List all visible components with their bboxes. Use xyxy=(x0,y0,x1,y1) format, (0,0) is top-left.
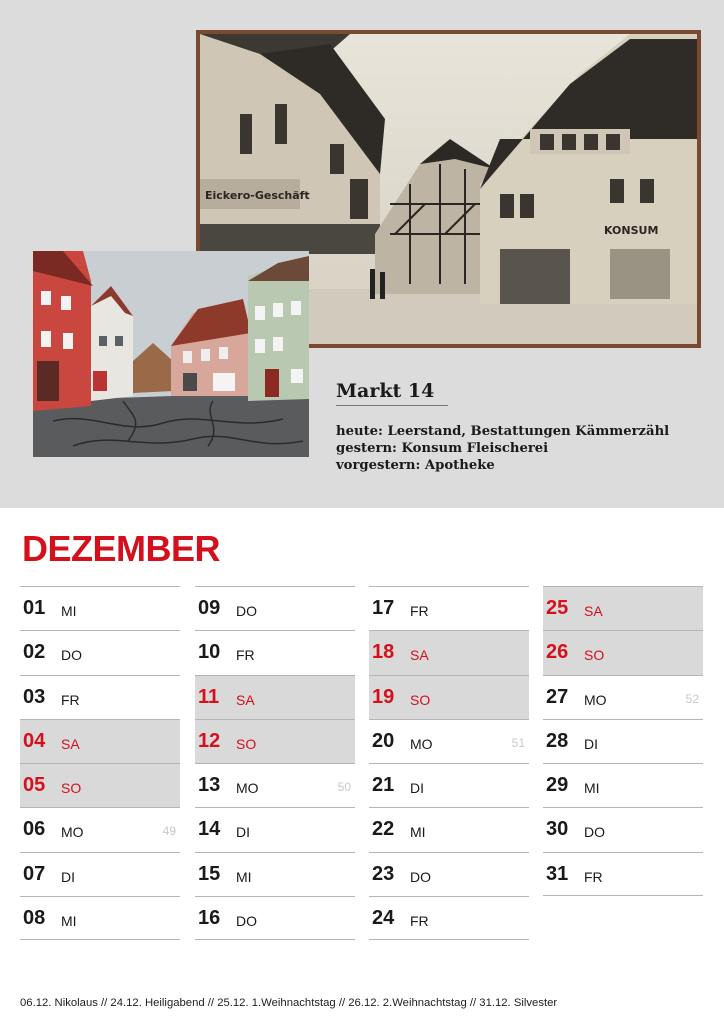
calendar-day-row xyxy=(369,763,529,807)
day-number: 05 xyxy=(23,774,46,797)
week-number: 49 xyxy=(162,824,176,839)
day-number: 10 xyxy=(198,641,221,664)
calendar-day-row xyxy=(20,763,180,807)
day-number: 14 xyxy=(198,818,221,841)
day-number: 18 xyxy=(372,641,395,664)
calendar-column-1 xyxy=(20,586,180,940)
caption-line-yesterday: gestern: Konsum Fleischerei xyxy=(336,441,549,456)
calendar-day-row xyxy=(369,852,529,896)
calendar-day-row xyxy=(543,630,703,674)
day-number: 11 xyxy=(198,685,220,708)
calendar-day-row xyxy=(20,719,180,763)
calendar-day-row xyxy=(195,896,355,940)
weekday-label: DO xyxy=(61,647,82,664)
weekday-label: MO xyxy=(410,735,433,752)
calendar-day-row xyxy=(369,719,529,763)
modern-photo xyxy=(33,251,309,457)
weekday-label: MO xyxy=(236,780,259,797)
day-number: 29 xyxy=(546,774,569,797)
weekday-label: DI xyxy=(584,735,598,752)
calendar-day-row xyxy=(543,675,703,719)
weekday-label: MO xyxy=(584,691,607,708)
calendar-day-row xyxy=(20,675,180,719)
week-number: 51 xyxy=(511,735,525,750)
weekday-label: SO xyxy=(61,780,82,797)
day-number: 12 xyxy=(198,729,221,752)
calendar-day-row xyxy=(195,852,355,896)
weekday-label: DI xyxy=(410,780,424,797)
calendar-day-row xyxy=(195,675,355,719)
weekday-label: MO xyxy=(61,824,84,841)
day-number: 06 xyxy=(23,818,46,841)
weekday-label: FR xyxy=(61,691,80,708)
weekday-label: SA xyxy=(236,691,255,708)
calendar-day-row xyxy=(195,630,355,674)
week-number: 52 xyxy=(685,691,699,706)
calendar-day-row xyxy=(20,586,180,630)
caption-line-before: vorgestern: Apotheke xyxy=(336,458,495,473)
modern-street-image xyxy=(33,251,309,457)
weekday-label: FR xyxy=(236,647,255,664)
weekday-label: DO xyxy=(236,913,257,930)
calendar-day-row xyxy=(543,852,703,896)
calendar-day-row xyxy=(543,807,703,851)
weekday-label: FR xyxy=(410,913,429,930)
weekday-label: SO xyxy=(584,647,605,664)
day-number: 19 xyxy=(372,685,395,708)
day-number: 04 xyxy=(23,729,46,752)
calendar-day-row xyxy=(369,586,529,630)
day-number: 16 xyxy=(198,907,221,930)
calendar-day-row xyxy=(195,586,355,630)
calendar-day-row xyxy=(20,807,180,851)
day-number: 24 xyxy=(372,907,395,930)
day-number: 25 xyxy=(546,597,569,619)
weekday-label: SO xyxy=(236,735,257,752)
day-number: 20 xyxy=(372,729,395,752)
calendar-day-row xyxy=(369,630,529,674)
calendar-day-row xyxy=(195,807,355,851)
weekday-label: FR xyxy=(410,603,429,619)
calendar-column-3 xyxy=(369,586,529,940)
weekday-label: DI xyxy=(236,824,250,841)
weekday-label: SA xyxy=(61,735,80,752)
weekday-label: SA xyxy=(410,647,429,664)
weekday-label: MI xyxy=(236,868,252,885)
old-sign-right: KONSUM xyxy=(604,224,659,237)
day-number: 27 xyxy=(546,685,569,708)
day-number: 28 xyxy=(546,729,569,752)
week-number: 50 xyxy=(337,780,351,795)
weekday-label: SO xyxy=(410,691,431,708)
day-number: 03 xyxy=(23,685,46,708)
weekday-label: MI xyxy=(61,603,77,619)
day-number: 26 xyxy=(546,641,569,664)
day-number: 21 xyxy=(372,774,395,797)
calendar-day-row xyxy=(369,807,529,851)
calendar-day-row xyxy=(20,896,180,940)
calendar-column-2 xyxy=(195,586,355,940)
day-number: 22 xyxy=(372,818,395,841)
calendar-day-row xyxy=(20,630,180,674)
month-title: DEZEMBER xyxy=(22,528,221,569)
weekday-label: DO xyxy=(584,824,605,841)
calendar-day-row xyxy=(20,852,180,896)
day-number: 02 xyxy=(23,641,46,664)
day-number: 31 xyxy=(546,862,569,885)
weekday-label: FR xyxy=(584,868,603,885)
calendar-day-row xyxy=(543,763,703,807)
day-number: 08 xyxy=(23,907,46,930)
holiday-footer: 06.12. Nikolaus // 24.12. Heiligabend // 25.12. 1.Weihnachtstag // 26.12. 2.Weihnachtstag // 31.12. Silvester xyxy=(20,997,558,1009)
day-number: 17 xyxy=(372,597,395,619)
caption-title: Markt 14 xyxy=(336,380,448,406)
day-number: 01 xyxy=(23,597,46,619)
calendar-day-row xyxy=(369,675,529,719)
weekday-label: MI xyxy=(61,913,77,930)
calendar-day-row xyxy=(543,586,703,630)
weekday-label: DO xyxy=(410,868,431,885)
day-number: 30 xyxy=(546,818,569,841)
caption-line-today: heute: Leerstand, Bestattungen Kämmerzähl xyxy=(336,424,670,439)
weekday-label: MI xyxy=(584,780,600,797)
day-number: 09 xyxy=(198,597,221,619)
calendar-day-row xyxy=(369,896,529,940)
calendar-day-row xyxy=(195,763,355,807)
weekday-label: DO xyxy=(236,603,257,619)
day-number: 13 xyxy=(198,774,221,797)
weekday-label: DI xyxy=(61,868,75,885)
calendar-column-4 xyxy=(543,586,703,896)
weekday-label: MI xyxy=(410,824,426,841)
calendar-day-row xyxy=(543,719,703,763)
old-sign-left: Eickero-Geschäft xyxy=(205,189,310,202)
calendar-day-row xyxy=(195,719,355,763)
weekday-label: SA xyxy=(584,603,603,619)
day-number: 23 xyxy=(372,862,395,885)
day-number: 15 xyxy=(198,862,221,885)
day-number: 07 xyxy=(23,862,46,885)
caption-lines xyxy=(336,423,669,474)
